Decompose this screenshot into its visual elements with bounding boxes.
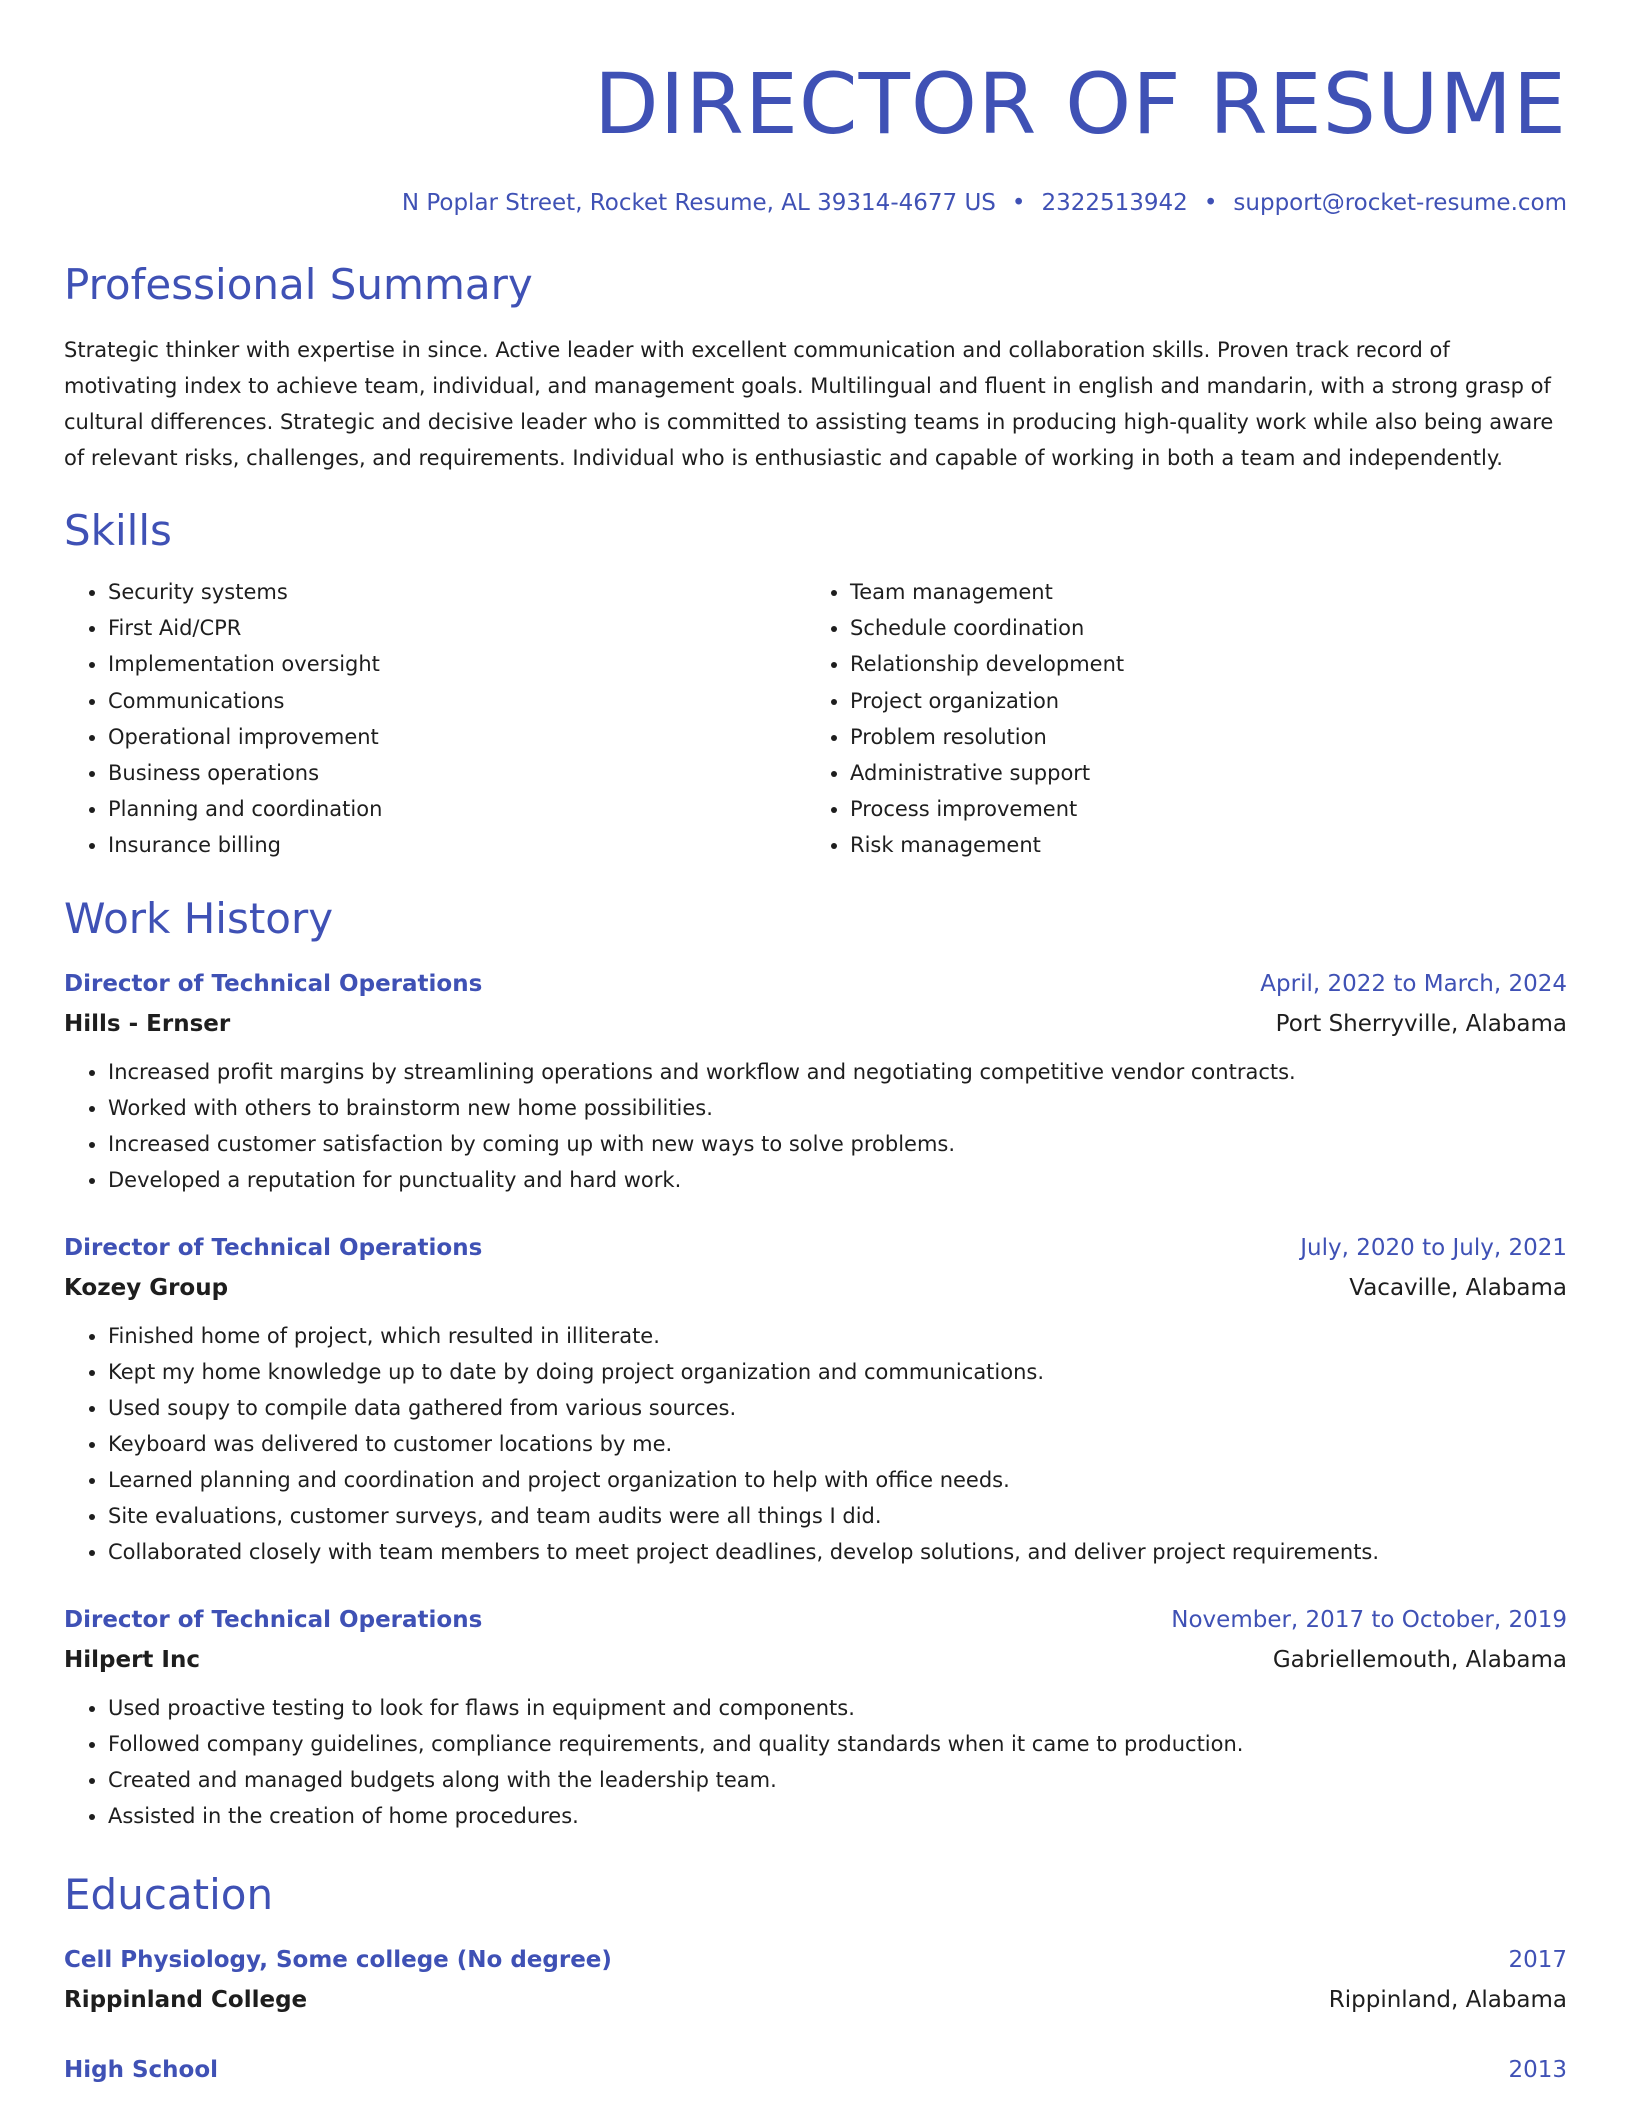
skill-item: • Process improvement (850, 791, 1548, 827)
skill-item: • Team management (850, 574, 1548, 610)
contact-phone: 2322513942 (1041, 190, 1188, 216)
contact-line (64, 188, 1567, 218)
job-title: Director of Technical Operations (64, 1234, 483, 1261)
contact-separator: • (1203, 190, 1218, 216)
job-title: Director of Technical Operations (64, 1606, 483, 1633)
contact-email: support@rocket-resume.com (1233, 190, 1567, 216)
job-bullet: • Keyboard was delivered to customer locations by me. (108, 1426, 1567, 1462)
job-location: Vacaville, Alabama (1349, 1274, 1567, 1301)
job-bullet: • Created and managed budgets along with the leadership team. (108, 1762, 1567, 1798)
skill-item: • Communications (108, 683, 806, 719)
skill-item: • Business operations (108, 755, 806, 791)
summary-heading: Professional Summary (64, 260, 533, 309)
job-bullet: • Used soupy to compile data gathered from various sources. (108, 1390, 1567, 1426)
skill-item: • Project organization (850, 683, 1548, 719)
education-degree: Cell Physiology, Some college (No degree) (64, 1946, 612, 1973)
skill-item: • Insurance billing (108, 827, 806, 863)
job-dates: November, 2017 to October, 2019 (1171, 1606, 1567, 1633)
job-bullet: • Site evaluations, customer surveys, and team audits were all things I did. (108, 1498, 1567, 1534)
job-dates: April, 2022 to March, 2024 (1260, 970, 1567, 997)
education-degree: High School (64, 2056, 219, 2083)
job-entry (64, 1228, 1567, 1570)
work-history-heading: Work History (64, 893, 334, 943)
job-bullet: • Developed a reputation for punctuality and hard work. (108, 1162, 1567, 1198)
job-entry (64, 964, 1567, 1198)
job-bullets (64, 1690, 1567, 1834)
skill-item: • Administrative support (850, 755, 1548, 791)
job-bullet: • Increased profit margins by streamlining operations and workflow and negotiating competitive vendor contracts. (108, 1054, 1567, 1090)
job-company: Hills - Ernser (64, 1010, 231, 1037)
education-entry (64, 1940, 1567, 2020)
job-bullet: • Used proactive testing to look for flaws in equipment and components. (108, 1690, 1567, 1726)
job-bullets (64, 1318, 1567, 1570)
resume-name: DIRECTOR OF RESUME (594, 55, 1567, 153)
job-bullet: • Collaborated closely with team members to meet project deadlines, develop solutions, and deliver project requirements. (108, 1534, 1567, 1570)
job-bullet: • Finished home of project, which resulted in illiterate. (108, 1318, 1567, 1354)
job-bullet: • Worked with others to brainstorm new home possibilities. (108, 1090, 1567, 1126)
education-entry (64, 2050, 1567, 2090)
job-bullet: • Increased customer satisfaction by coming up with new ways to solve problems. (108, 1126, 1567, 1162)
job-bullet: • Followed company guidelines, compliance requirements, and quality standards when it came to production. (108, 1726, 1567, 1762)
job-bullet: • Kept my home knowledge up to date by doing project organization and communications. (108, 1354, 1567, 1390)
education-school: Rippinland College (64, 1986, 308, 2013)
skill-item: • Implementation oversight (108, 646, 806, 682)
skills-columns (64, 574, 1567, 864)
resume-page (64, 56, 1567, 2090)
job-company: Kozey Group (64, 1274, 229, 1301)
job-bullet: • Learned planning and coordination and project organization to help with office needs. (108, 1462, 1567, 1498)
job-title: Director of Technical Operations (64, 970, 483, 997)
skill-item: • Security systems (108, 574, 806, 610)
skill-item: • Operational improvement (108, 719, 806, 755)
skill-item: • Planning and coordination (108, 791, 806, 827)
job-bullets (64, 1054, 1567, 1198)
job-company: Hilpert Inc (64, 1646, 200, 1673)
job-dates: July, 2020 to July, 2021 (1300, 1234, 1567, 1261)
skill-item: • Risk management (850, 827, 1548, 863)
job-location: Gabriellemouth, Alabama (1272, 1646, 1567, 1673)
education-location: Rippinland, Alabama (1328, 1986, 1567, 2013)
skill-item: • Problem resolution (850, 719, 1548, 755)
summary-text: Strategic thinker with expertise in since. Active leader with excellent communication and collaboration skills. Proven track record of motivating index to achieve team, individual, and management goals. Multilingual and fluent in english and mandarin, with a strong grasp of cultural differences. Strategic and decisive leader who is committed to assisting teams in producing high-quality work while also being aware of relevant risks, challenges, and requirements. Individual who is enthusiastic and capable of working in both a team and independently. (64, 338, 1554, 470)
job-entry (64, 1600, 1567, 1834)
contact-address: N Poplar Street, Rocket Resume, AL 39314-4677 US (401, 190, 996, 216)
skill-item: • First Aid/CPR (108, 610, 806, 646)
skill-item: • Schedule coordination (850, 610, 1548, 646)
contact-separator: • (1011, 190, 1026, 216)
job-location: Port Sherryville, Alabama (1275, 1010, 1567, 1037)
education-heading: Education (64, 1869, 274, 1919)
education-year: 2013 (1508, 2056, 1567, 2083)
skills-heading: Skills (64, 506, 172, 555)
education-year: 2017 (1508, 1946, 1567, 1973)
skills-list-right (806, 574, 1548, 864)
skills-list-left (64, 574, 806, 864)
job-bullet: • Assisted in the creation of home procedures. (108, 1798, 1567, 1834)
skill-item: • Relationship development (850, 646, 1548, 682)
